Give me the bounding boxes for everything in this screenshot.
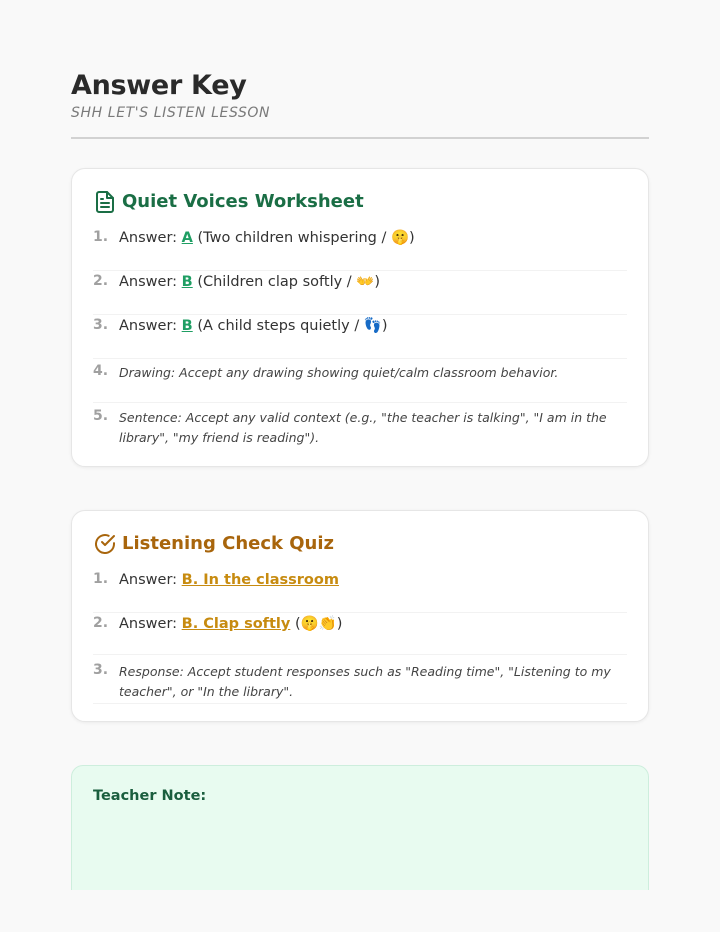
list-item: [93, 271, 627, 315]
answer-choice: B. Clap softly: [181, 616, 291, 632]
worksheet-answer-list: [93, 227, 627, 447]
quiz-title: Listening Check Quiz: [122, 533, 335, 554]
answer-choice: A: [181, 230, 193, 246]
answer-text: [119, 230, 415, 246]
item-number: 1.: [93, 571, 109, 587]
worksheet-title: Quiet Voices Worksheet: [122, 191, 364, 212]
item-number: 5.: [93, 408, 109, 424]
teacher-note-label: Teacher Note:: [93, 788, 207, 804]
answer-note: Response: Accept student responses such as "Reading time", "Listening to my teacher", or "In the library".: [119, 664, 611, 699]
answer-note: Drawing: Accept any drawing showing quiet/calm classroom behavior.: [119, 365, 559, 380]
answer-prefix: Answer:: [119, 274, 182, 290]
item-number: 2.: [93, 615, 109, 631]
worksheet-card: [71, 168, 649, 467]
document-icon: [93, 190, 117, 214]
header-divider: [71, 137, 649, 139]
page-header: [71, 70, 649, 122]
list-item: [93, 227, 627, 271]
page-subtitle: SHH LET'S LISTEN LESSON: [71, 105, 271, 121]
answer-note: Sentence: Accept any valid context (e.g., "the teacher is talking", "I am in the library", "my friend is reading").: [119, 410, 607, 445]
check-circle-icon: [93, 532, 117, 556]
answer-prefix: Answer:: [119, 318, 182, 334]
answer-text: [119, 572, 339, 588]
answer-text: [119, 616, 342, 632]
item-number: 1.: [93, 229, 109, 245]
answer-detail: (🤫👏): [290, 616, 343, 632]
teacher-note-box: [71, 765, 649, 905]
answer-text: [119, 318, 388, 334]
list-item: [93, 359, 627, 403]
answer-prefix: Answer:: [119, 230, 182, 246]
answer-detail: (Children clap softly / 👐): [192, 274, 381, 290]
answer-choice: B. In the classroom: [181, 572, 339, 588]
list-item: [93, 403, 627, 447]
quiz-card: [71, 510, 649, 722]
page-bottom-edge: [0, 890, 720, 932]
list-item: [93, 613, 627, 655]
item-number: 2.: [93, 273, 109, 289]
answer-detail: (A child steps quietly / 👣): [192, 318, 388, 334]
list-item: [93, 569, 627, 613]
answer-choice: B: [181, 274, 193, 290]
answer-choice: B: [181, 318, 193, 334]
list-item: [93, 655, 627, 704]
worksheet-card-header: [93, 190, 364, 214]
quiz-answer-list: [93, 569, 627, 704]
item-number: 3.: [93, 662, 109, 678]
answer-detail: (Two children whispering / 🤫): [192, 230, 415, 246]
page-title: Answer Key: [71, 70, 247, 101]
quiz-card-header: [93, 532, 334, 556]
item-number: 4.: [93, 363, 109, 379]
answer-prefix: Answer:: [119, 616, 182, 632]
list-item: [93, 315, 627, 359]
answer-prefix: Answer:: [119, 572, 182, 588]
answer-text: [119, 274, 380, 290]
item-number: 3.: [93, 317, 109, 333]
